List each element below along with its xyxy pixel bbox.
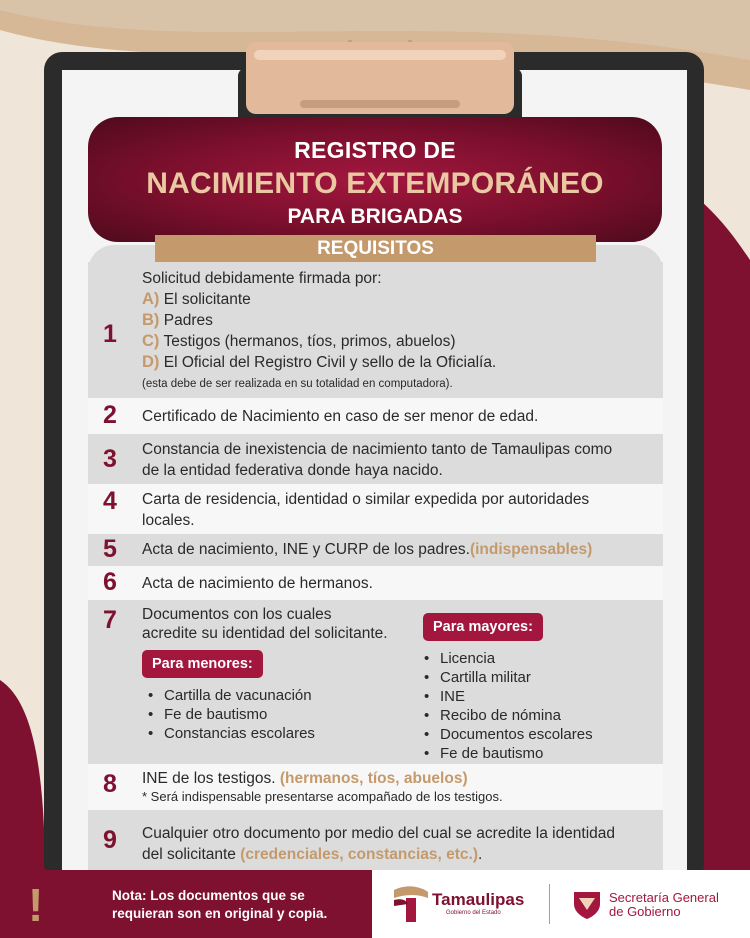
- minors-label: Para menores:: [142, 650, 263, 678]
- list-item: • Documentos escolares: [424, 725, 593, 744]
- requirement-number: 2: [103, 401, 117, 429]
- title-line-2: NACIMIENTO EXTEMPORÁNEO: [146, 167, 604, 200]
- tamaulipas-logo-text: Tamaulipas: [432, 890, 525, 909]
- requirement-text: Acta de nacimiento, INE y CURP de los padres.(indispensables): [142, 541, 593, 558]
- requirement-text-cont: de la entidad federativa donde haya nacido.: [142, 462, 443, 479]
- requirement-number: 7: [103, 606, 117, 634]
- requirement-row-4: [88, 484, 663, 534]
- secretaria-logo-text: Secretaría General de Gobierno: [609, 890, 719, 919]
- divider: [549, 884, 550, 924]
- list-item: • Constancias escolares: [148, 724, 315, 743]
- requirement-text-cont: locales.: [142, 512, 195, 529]
- requirement-row-2: [88, 398, 663, 434]
- requirement-text: Carta de residencia, identidad o similar expedida por autoridades: [142, 491, 590, 508]
- adults-list: [424, 649, 593, 763]
- list-item: • Fe de bautismo: [424, 744, 593, 763]
- requirement-number: 8: [103, 770, 117, 798]
- list-item: • Cartilla militar: [424, 668, 593, 687]
- list-item: • Recibo de nómina: [424, 706, 593, 725]
- list-item: • Fe de bautismo: [148, 705, 315, 724]
- footer-note: Nota: Los documentos que se requieran son en original y copia.: [112, 888, 328, 921]
- minors-list: [148, 686, 315, 743]
- requirement-text: Acta de nacimiento de hermanos.: [142, 575, 373, 592]
- requirement-row-1: [88, 262, 663, 398]
- option-c: C) Testigos (hermanos, tíos, primos, abuelos): [142, 332, 456, 350]
- adults-label: Para mayores:: [423, 613, 543, 641]
- title-banner: [88, 117, 662, 242]
- footer-logos: [372, 870, 750, 938]
- requirement-note: (esta debe de ser realizada en su totalidad en computadora).: [142, 378, 453, 390]
- requirement-text-cont: del solicitante (credenciales, constancias, etc.).: [142, 846, 483, 863]
- requirement-text: INE de los testigos. (hermanos, tíos, abuelos): [142, 770, 468, 787]
- requirements-heading: REQUISITOS: [155, 235, 596, 262]
- binder-clip-icon: [230, 40, 530, 126]
- requirement-number: 3: [103, 445, 117, 473]
- tamaulipas-logo-subtitle: Gobierno del Estado: [446, 910, 501, 916]
- requirement-text: Constancia de inexistencia de nacimiento tanto de Tamaulipas como: [142, 441, 613, 458]
- exclamation-icon: !: [28, 879, 44, 931]
- option-a: A) El solicitante: [142, 290, 251, 308]
- requirement-row-7: [88, 600, 663, 764]
- list-item: • Licencia: [424, 649, 593, 668]
- requirement-number: 6: [103, 568, 117, 596]
- requirement-row-9: [88, 810, 663, 870]
- title-line-1: REGISTRO DE: [294, 137, 456, 163]
- option-d: D) El Oficial del Registro Civil y sello de la Oficialía.: [142, 353, 497, 371]
- requirement-text: Certificado de Nacimiento en caso de ser menor de edad.: [142, 408, 539, 425]
- tamaulipas-logo-icon: [392, 884, 430, 924]
- list-item: • Cartilla de vacunación: [148, 686, 315, 705]
- title-line-3: PARA BRIGADAS: [287, 205, 463, 228]
- requirement-row-6: [88, 566, 663, 600]
- requirement-number: 1: [103, 320, 117, 348]
- requirement-text-cont: acredite su identidad del solicitante.: [142, 625, 388, 642]
- requirement-number: 4: [103, 487, 117, 515]
- requirement-text: Cualquier otro documento por medio del cual se acredite la identidad: [142, 825, 616, 842]
- requirement-row-8: [88, 764, 663, 810]
- footer-note-panel: [0, 870, 372, 938]
- requirement-number: 9: [103, 826, 117, 854]
- requirement-row-3: [88, 434, 663, 484]
- option-b: B) Padres: [142, 311, 213, 329]
- requirement-note: * Será indispensable presentarse acompañado de los testigos.: [142, 789, 503, 804]
- list-item: • INE: [424, 687, 593, 706]
- requirement-text: Documentos con los cuales: [142, 606, 332, 623]
- shield-logo-icon: [572, 888, 602, 920]
- requirement-number: 5: [103, 535, 117, 563]
- requirement-row-5: [88, 534, 663, 566]
- requirement-text: Solicitud debidamente firmada por:: [142, 270, 382, 287]
